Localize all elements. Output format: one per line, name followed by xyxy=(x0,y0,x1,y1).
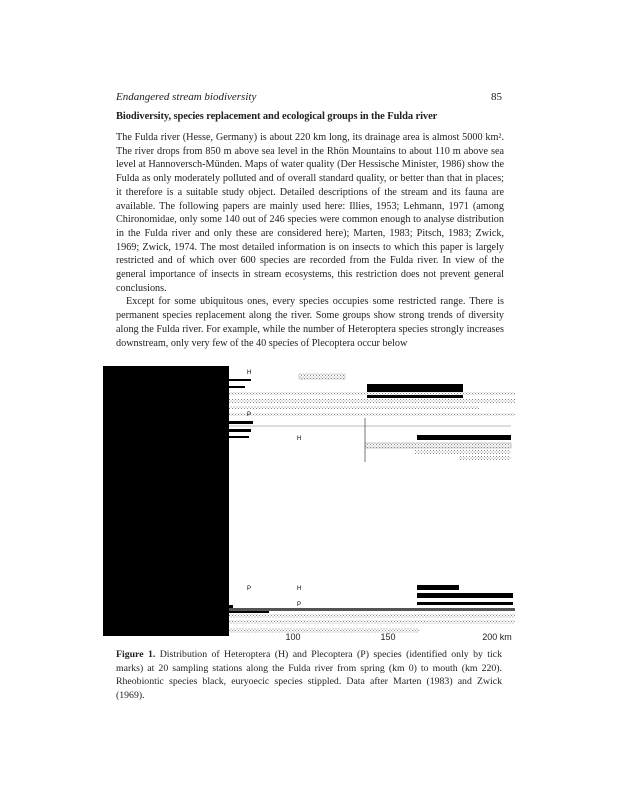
x-tick-label: 200 km xyxy=(482,632,512,642)
bar xyxy=(229,386,245,388)
species-distribution-figure xyxy=(103,366,515,642)
bar xyxy=(229,413,515,416)
bar xyxy=(229,406,479,409)
group-markers xyxy=(247,370,301,608)
bar xyxy=(229,436,249,438)
bar xyxy=(229,608,515,611)
bar xyxy=(417,602,513,605)
section-heading: Biodiversity, species replacement and ecological groups in the Fulda river xyxy=(116,111,438,122)
marker-plecoptera: P xyxy=(247,412,252,418)
x-tick-label: 100 xyxy=(285,632,301,642)
bar xyxy=(299,374,345,379)
x-axis xyxy=(285,632,511,642)
bar xyxy=(417,435,511,440)
bar xyxy=(415,450,511,454)
caption-text: Distribution of Heteroptera (H) and Plecoptera (P) species (identified only by tick marks) at 20 sampling stations along the Fulda river from spring (km 0) to mouth (km 220). Rheobiontic species black, euryoecic species stippled. Data after Marten (1983) and Zwick (1969). xyxy=(116,649,502,701)
bar xyxy=(417,585,459,590)
upper-bar-group xyxy=(229,374,515,462)
bar xyxy=(367,384,463,398)
running-title: Endangered stream biodiversity xyxy=(116,91,257,103)
paragraph-2: Except for some ubiquitous ones, every species occupies some restricted range. There is permanent species replacement along the river. Some groups show strong trends of diversity along the Fulda river. For example, while the number of Heteroptera species strongly increases downstream, only very few of the 40 species of Plecoptera occur below xyxy=(116,296,504,349)
bar xyxy=(229,392,515,395)
bar xyxy=(229,614,515,618)
marker-heteroptera: H xyxy=(297,586,302,592)
x-tick-label: 150 xyxy=(380,632,396,642)
body-text xyxy=(116,131,504,350)
marker-heteroptera: H xyxy=(247,370,252,376)
marker-plecoptera: P xyxy=(247,586,252,592)
bar xyxy=(365,443,511,448)
bar xyxy=(229,605,233,608)
bar xyxy=(417,593,513,598)
bar xyxy=(229,421,253,424)
paragraph-1: The Fulda river (Hesse, Germany) is about 220 km long, its drainage area is almost 5000 km². The river drops from 850 m above sea level in the Rhön Mountains to about 110 m above sea level at Hannoversch-Münden. Maps of water quality (Der Hessische Minister, 1986) show the Fulda as only moderately polluted and of overall standard quality, or better than that in places; it therefore is a suitable study object. Detailed descriptions of the stream and its fauna are available. The following papers are mainly used here: Illies, 1953; Lehmann, 1971 (among Chironomidae, only some 140 out of 246 species were common enough to analyse distribution in the Fulda river and only these are considered here); Marten, 1983; Pitsch, 1983; Zwick, 1969; Zwick, 1974. The most detailed information is on insects to which this paper is largely restricted and of which over 600 species are recorded from the Fulda river. In view of the general importance of insects in stream ecosystems, this restriction does not prevent general conclusions. xyxy=(116,132,504,294)
lower-bar-group xyxy=(229,585,515,633)
bar xyxy=(229,379,251,381)
marker-plecoptera: P xyxy=(297,602,302,608)
bar xyxy=(229,429,251,432)
bar xyxy=(459,456,511,460)
page-number: 85 xyxy=(491,91,502,103)
bar xyxy=(229,620,515,624)
running-header xyxy=(116,91,502,103)
figure-caption xyxy=(116,648,502,702)
bar xyxy=(229,399,515,403)
bar xyxy=(229,611,269,613)
caption-label: Figure 1. xyxy=(116,649,156,660)
marker-heteroptera: H xyxy=(297,436,302,442)
upstream-black-block xyxy=(103,366,229,636)
